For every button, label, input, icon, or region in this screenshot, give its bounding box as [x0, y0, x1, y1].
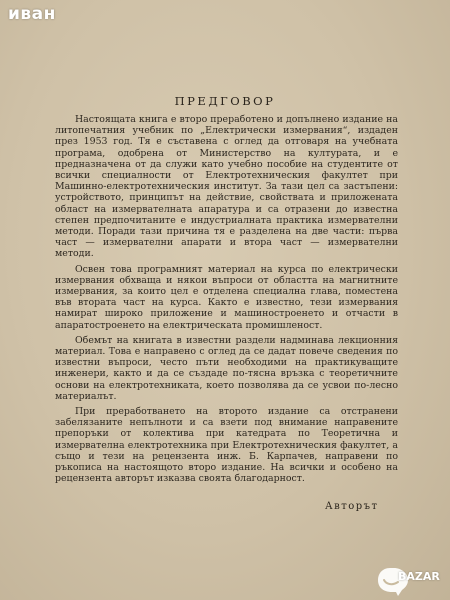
bazar-logo-text: BAZAR — [398, 570, 440, 583]
paragraph-4: При преработването на второто издание са отстранени забелязаните непълноти и са взети под внимание направените препоръки от колектива при катедрата по Теоретична и измервателна електротехника при Електротехническия факултет, а също и тези на рецензента инж. Б. Карпачев, направени по ръкописа на настоящото второ издание. На всички и особено на рецензента авторът изказва своята благодарност. — [55, 406, 398, 485]
author-signature: Авторът — [325, 501, 379, 512]
paragraph-2: Освен това програмният материал на курса по електрически измервания обхваща и някои въпроси от областта на магнитните измервания, за които цел е отделена специална глава, поместена във втората част на курса. Както е известно, тези измервания намират широко приложение и машиностроенето и отчасти в апаратостроенето на електрическата промишленост. — [55, 263, 398, 331]
paragraph-3: Обемът на книгата в известни раздели надминава лекционния материал. Това е направено с оглед да се дадат повече сведения по известни въпроси, често пъти необходими на практикуващите инженери, както и да се създаде по-тясна връзка с теоретичните основи на електротехниката, което позволява да се усвои по-лесно материалът. — [55, 334, 398, 402]
username-watermark: иван — [8, 4, 56, 24]
page-heading: ПРЕДГОВОР — [174, 94, 276, 108]
preface-body — [55, 114, 398, 489]
paragraph-1: Настоящата книга е второ преработено и допълнено издание на литопечатния учебник по „Електрически измервания“, издаден през 1953 год. Тя е съставена с оглед да отговаря на учебната програма, одобрена от Министерство на културата, и е предназначена от да служи като учебно пособие на студентите от всички специалности от Електротехническия факултет при Машинно-електротехническия институт. За тази цел са застъпени: устройството, принципът на действие, свойствата и приложената област на измервателната апаратура и са отразени до известна степен предпочитаните е индустриалната практика измервателни методи. Поради тази причина тя е разделена на две части: първа част — измервателни апарати и втора част — измервателни методи. — [55, 114, 398, 260]
